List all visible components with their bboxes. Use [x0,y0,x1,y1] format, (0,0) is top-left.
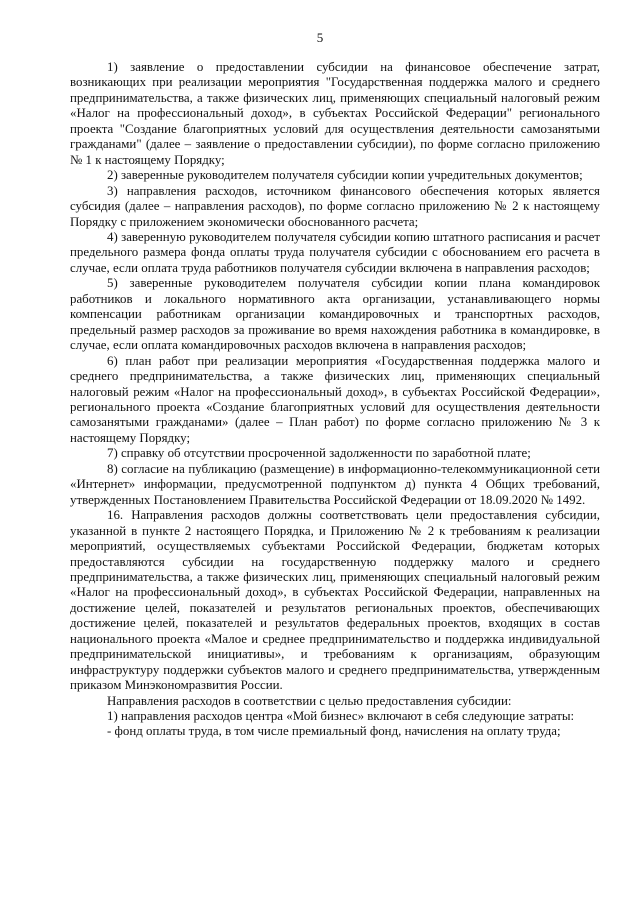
paragraph-item-5-business-trips: 5) заверенные руководителем получателя субсидии копии плана командировок работников и локального нормативного акта организации, устанавливающего нормы компенсации работникам организации командировочных и транспортных расходов, предельный размер расходов за проживание во время нахождения работника в командировке, в случае, если оплата командировочных расходов включена в направления расходов; [70,276,600,353]
paragraph-clause-16: 16. Направления расходов должны соответствовать цели предоставления субсидии, указанной в пункте 2 настоящего Порядка, и Приложению № 2 к требованиям к реализации мероприятий, осуществляемых субъектами Российской Федерации, бюджетам которых предоставляются субсидии на государственную поддержку малого и среднего предпринимательства, а также физических лиц, применяющих специальный налоговый режим «Налог на профессиональный доход», в субъектах Российской Федерации, направленных на достижение целей, показателей и результатов региональных проектов, обеспечивающих достижение целей, показателей и результатов федеральных проектов, входящих в состав национального проекта «Малое и среднее предпринимательство и поддержка индивидуальной предпринимательской инициативы», и требованиям к организациям, образующим инфраструктуру поддержки субъектов малого и среднего предпринимательства, утвержденным приказом Минэкономразвития России. [70,508,600,693]
paragraph-item-2-charter-copies: 2) заверенные руководителем получателя субсидии копии учредительных документов; [107,168,583,183]
paragraph-item-7-salary-debt: 7) справку об отсутствии просроченной задолженности по заработной плате; [107,446,531,461]
paragraph-my-business-costs: 1) направления расходов центра «Мой бизнес» включают в себя следующие затраты: [107,709,575,724]
paragraph-payroll-fund: - фонд оплаты труда, в том числе премиальный фонд, начисления на оплату труда; [107,724,561,739]
paragraph-item-4-staff-schedule: 4) заверенную руководителем получателя субсидии копию штатного расписания и расчет предельного размера фонда оплаты труда получателя субсидии с обоснованием его расчета в случае, если оплата труда работников получателя субсидии включена в направления расходов; [70,229,600,275]
paragraph-item-8-publication-consent: 8) согласие на публикацию (размещение) в информационно-телекоммуникационной сети «Интернет» информации, предусмотренной подпунктом д) пункта 4 Общих требований, утвержденных Постановлением Правительства Российской Федерации от 18.09.2020 № 1492. [70,461,600,507]
paragraph-item-1-application: 1) заявление о предоставлении субсидии на финансовое обеспечение затрат, возникающих при реализации мероприятия "Государственная поддержка малого и среднего предпринимательства, а также физических лиц, применяющих специальный налоговый режим «Налог на профессиональный доход», в субъектах Российской Федерации" регионального проекта "Создание благоприятных условий для осуществления деятельности самозанятыми гражданами" (далее – заявление о предоставлении субсидии), по форме согласно приложению № 1 к настоящему Порядку; [70,60,600,167]
paragraph-item-3-expense-directions: 3) направления расходов, источником финансового обеспечения которых является субсидия (далее – направления расходов), по форме согласно приложению № 2 к настоящему Порядку с приложением экономически обоснованного расчета; [70,183,600,229]
paragraph-item-6-work-plan: 6) план работ при реализации мероприятия «Государственная поддержка малого и среднего предпринимательства, а также физических лиц, применяющих специальный налоговый режим «Налог на профессиональный доход», в субъектах Российской Федерации», регионального проекта «Создание благоприятных условий для осуществления деятельности самозанятыми гражданами» (далее – План работ) по форме согласно приложению № 3 к настоящему Порядку; [70,353,600,445]
paragraph-directions-intro: Направления расходов в соответствии с целью предоставления субсидии: [107,693,512,708]
document-body [70,60,600,740]
page-number: 5 [316,30,324,45]
